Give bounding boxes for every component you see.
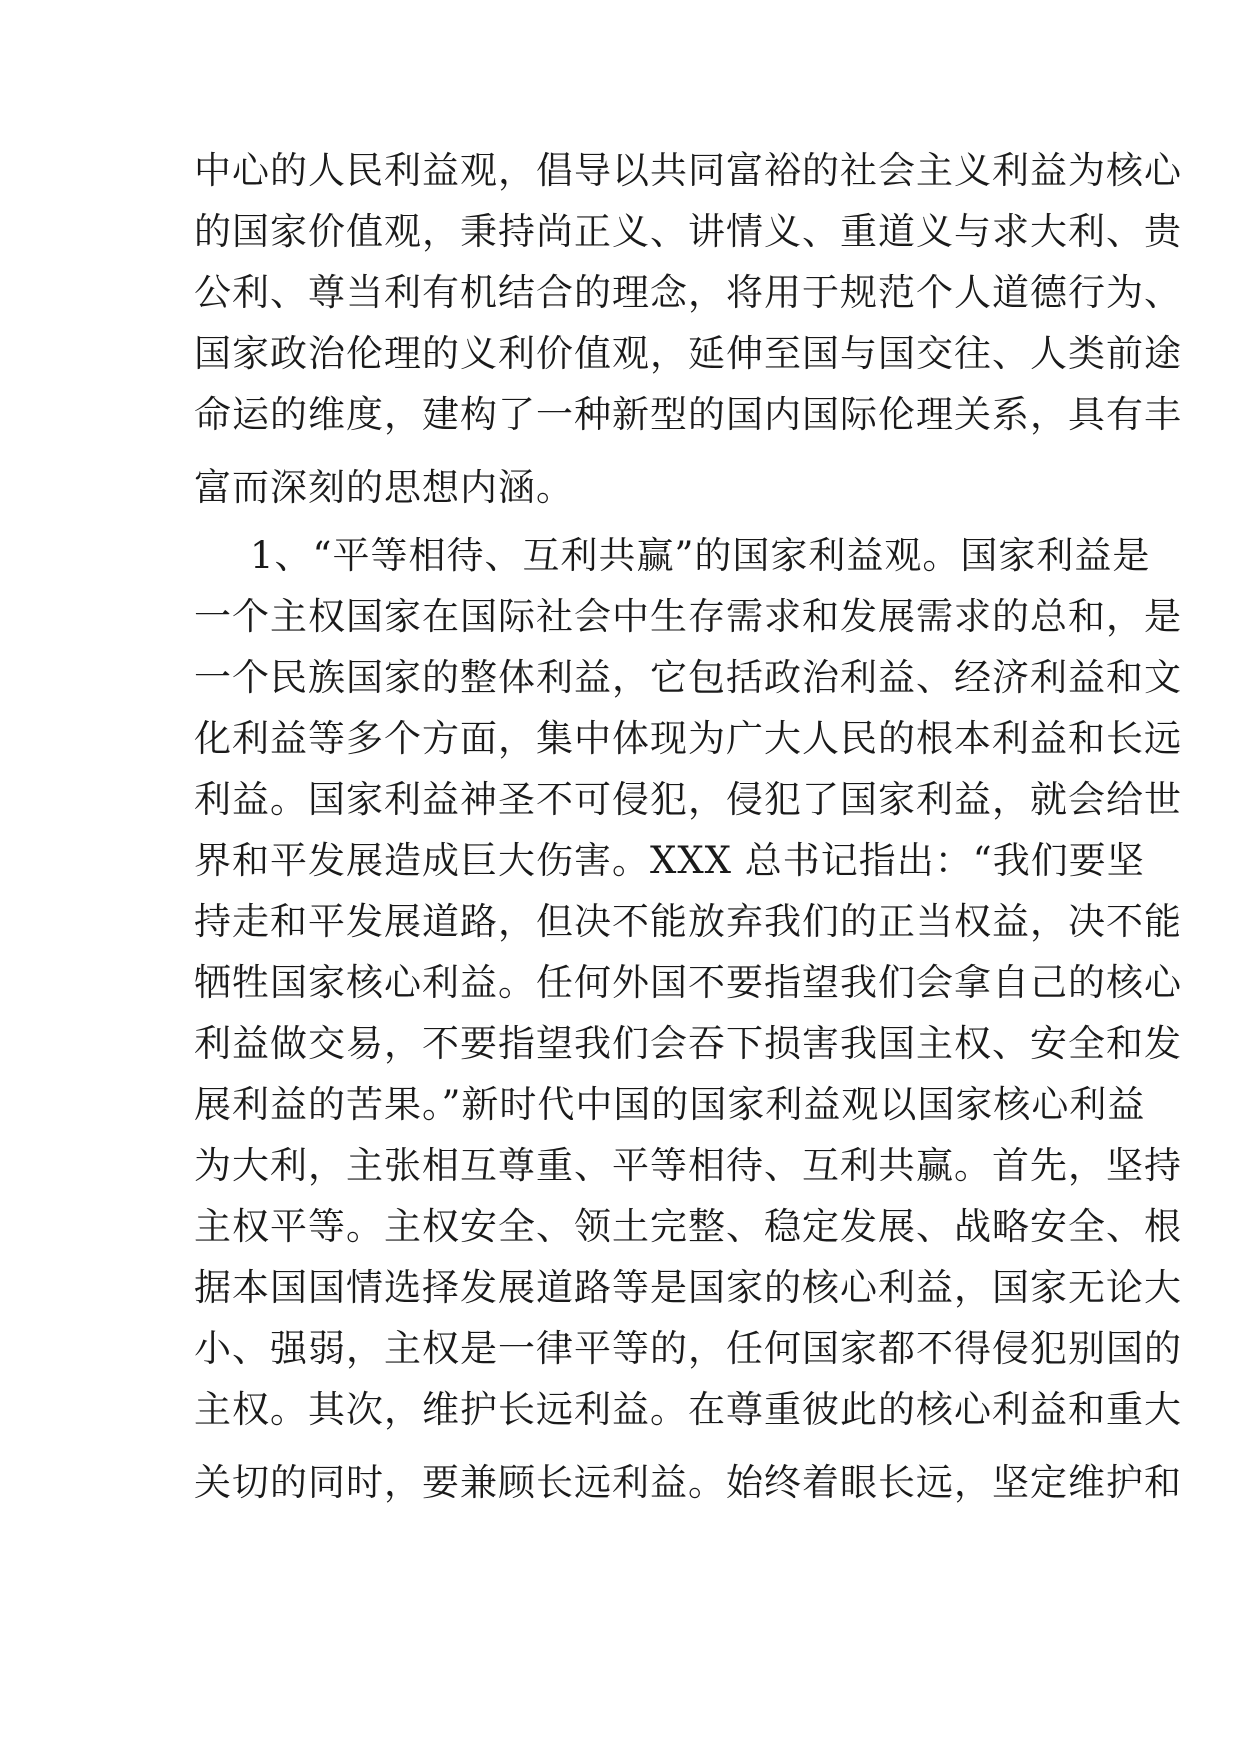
text-line: 持走和平发展道路，但决不能放弃我们的正当权益，决不能 — [194, 900, 1182, 943]
text-line: 化利益等多个方面，集中体现为广大人民的根本利益和长远 — [194, 717, 1182, 760]
text-line: 命运的维度，建构了一种新型的国内国际伦理关系，具有丰 — [194, 393, 1182, 436]
text-line: 展利益的苦果。”新时代中国的国家利益观以国家核心利益 — [194, 1083, 1146, 1126]
text-line: 利益。国家利益神圣不可侵犯，侵犯了国家利益，就会给世 — [194, 778, 1182, 821]
paragraph-1 — [194, 140, 1182, 518]
text-line: 据本国国情选择发展道路等是国家的核心利益，国家无论大 — [194, 1266, 1182, 1309]
text-line: 牺牲国家核心利益。任何外国不要指望我们会拿自己的核心 — [194, 961, 1182, 1004]
text-line: 富而深刻的思想内涵。 — [194, 466, 574, 509]
text-line: 公利、尊当利有机结合的理念，将用于规范个人道德行为、 — [194, 271, 1182, 314]
text-line: 关切的同时，要兼顾长远利益。始终着眼长远，坚定维护和 — [194, 1461, 1182, 1504]
text-line: 主权。其次，维护长远利益。在尊重彼此的核心利益和重大 — [194, 1388, 1182, 1431]
text-line: 中心的人民利益观，倡导以共同富裕的社会主义利益为核心 — [194, 149, 1182, 192]
text-line: 国家政治伦理的义利价值观，延伸至国与国交往、人类前途 — [194, 332, 1182, 375]
text-line: 1、“平等相待、互利共赢”的国家利益观。国家利益是 — [250, 534, 1151, 577]
text-line: 的国家价值观，秉持尚正义、讲情义、重道义与求大利、贵 — [194, 210, 1182, 253]
text-line: 主权平等。主权安全、领土完整、稳定发展、战略安全、根 — [194, 1205, 1182, 1248]
text-line: 为大利，主张相互尊重、平等相待、互利共赢。首先，坚持 — [194, 1144, 1182, 1187]
text-line: 利益做交易，不要指望我们会吞下损害我国主权、安全和发 — [194, 1022, 1182, 1065]
text-line: 界和平发展造成巨大伤害。XXX 总书记指出：“我们要坚 — [194, 839, 1145, 882]
text-line: 一个主权国家在国际社会中生存需求和发展需求的总和，是 — [194, 595, 1182, 638]
text-line: 小、强弱，主权是一律平等的，任何国家都不得侵犯别国的 — [194, 1327, 1182, 1370]
text-line: 一个民族国家的整体利益，它包括政治利益、经济利益和文 — [194, 656, 1182, 699]
paragraph-2 — [194, 525, 1182, 1513]
